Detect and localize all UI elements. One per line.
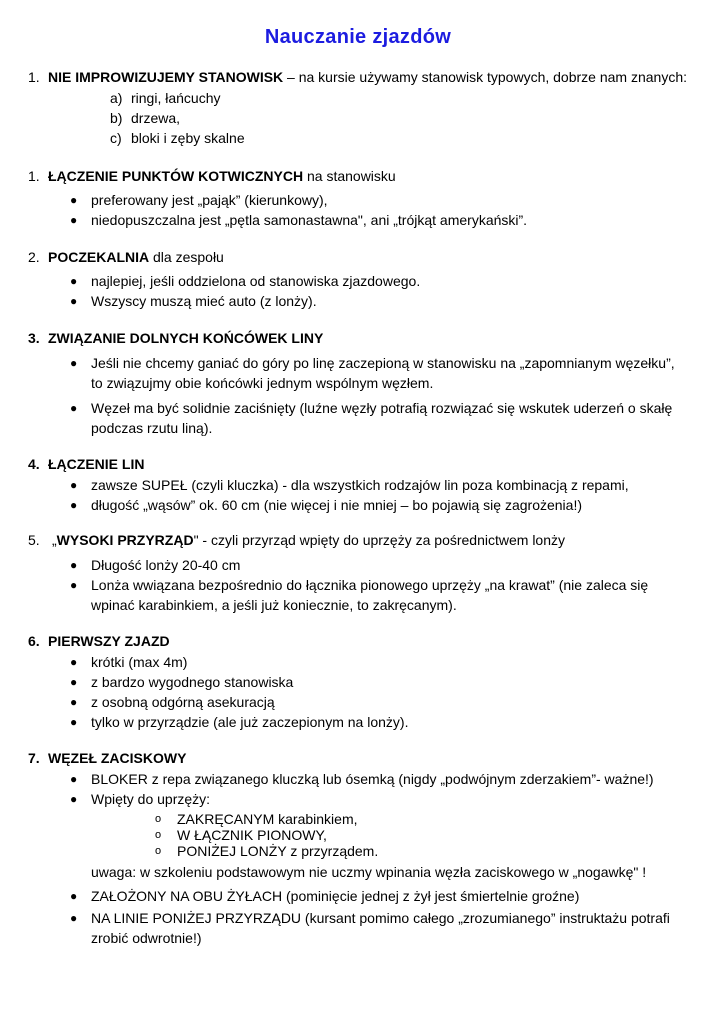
bullet-list (28, 555, 688, 615)
list-item: ● Wszyscy muszą mieć auto (z lonży). (70, 293, 317, 309)
section-heading: 1. ŁĄCZENIE PUNKTÓW KOTWICZNYCH na stanowisku (28, 168, 396, 184)
bullet-icon: ● (70, 889, 78, 903)
bullet-icon: ● (70, 401, 78, 415)
section-heading: 4. ŁĄCZENIE LIN (28, 456, 145, 472)
heading-rest: – na kursie używamy stanowisk typowych, dobrze nam znanych: (283, 69, 688, 85)
bullet-icon: ● (70, 695, 78, 709)
list-item: ● zawsze SUPEŁ (czyli kluczka) - dla wszystkich rodzajów lin poza kombinacją z repami, (70, 477, 629, 493)
bullet-icon: ● (70, 655, 78, 669)
circle-bullet-icon: o (155, 845, 162, 857)
section-wezel-zaciskowy (28, 748, 688, 948)
bullet-list (28, 886, 688, 948)
circle-bullet-icon: o (155, 829, 162, 841)
bullet-icon: ● (70, 578, 78, 592)
section-heading: 3. ZWIĄZANIE DOLNYCH KOŃCÓWEK LINY (28, 330, 324, 346)
list-item: ● krótki (max 4m) (70, 654, 188, 670)
list-item: ● preferowany jest „pająk” (kierunkowy), (70, 192, 328, 208)
list-item: o W ŁĄCZNIK PIONOWY, (155, 827, 327, 843)
section-number: 1. (28, 69, 40, 85)
list-item: ● Długość lonży 20-40 cm (70, 557, 241, 573)
page-title: Nauczanie zjazdów (264, 26, 452, 48)
list-item: ● BLOKER z repa związanego kluczką lub ósemką (nigdy „podwójnym zderzakiem”- ważne!) (70, 771, 654, 787)
list-item: ● tylko w przyrządzie (ale już zaczepionym na lonży). (70, 714, 409, 730)
bullet-icon: ● (70, 213, 78, 227)
bullet-icon: ● (70, 498, 78, 512)
section-heading: 2. POCZEKALNIA dla zespołu (28, 249, 224, 265)
bullet-icon: ● (70, 911, 78, 925)
bullet-icon: ● (70, 193, 78, 207)
list-item: ● z bardzo wygodnego stanowiska (70, 674, 294, 690)
bullet-list (28, 652, 688, 732)
bullet-list (28, 475, 688, 515)
section-laczenie-lin (28, 454, 688, 515)
list-item: ● Węzeł ma być solidnie zaciśnięty (luźne węzły potrafią rozwiązać się wskutek uderzeń o skałę podczas rzutu liną). (70, 400, 673, 436)
list-item: ● Jeśli nie chcemy ganiać do góry po linę zaczepioną w stanowisku na „zapomnianym węzełku”, to związujmy obie końcówki jednym wspólnym węzłem. (70, 355, 675, 391)
heading-bold: NIE IMPROWIZUJEMY STANOWISK (48, 69, 284, 85)
bullet-icon: ● (70, 675, 78, 689)
lettered-list (28, 88, 688, 148)
list-item: ● Wpięty do uprzęży: (70, 791, 211, 807)
list-item: o ZAKRĘCANYM karabinkiem, (155, 811, 358, 827)
section-heading: 6. PIERWSZY ZJAZD (28, 633, 170, 649)
list-item: b) drzewa, (110, 110, 181, 126)
bullet-icon: ● (70, 356, 78, 370)
section-wysoki-przyrzad (28, 530, 688, 615)
section-poczekalnia (28, 247, 688, 311)
circle-bullet-icon: o (155, 813, 162, 825)
section-heading: 5. „WYSOKI PRZYRZĄD" - czyli przyrząd wpięty do uprzęży za pośrednictwem lonży (28, 532, 565, 548)
bullet-icon: ● (70, 792, 78, 806)
bullet-icon: ● (70, 772, 78, 786)
section-zwiazanie-koncowek (28, 328, 688, 438)
list-item: o PONIŻEJ LONŻY z przyrządem. (155, 843, 379, 859)
list-item: a) ringi, łańcuchy (110, 90, 221, 106)
note-text: uwaga: w szkoleniu podstawowym nie uczmy wpinania węzła zaciskowego w „nogawkę" ! (91, 864, 647, 880)
list-item: ● NA LINIE PONIŻEJ PRZYRZĄDU (kursant pomimo całego „zrozumianego” instruktażu potrafi zrobić odwrotnie!) (70, 910, 670, 946)
list-item: c) bloki i zęby skalne (110, 130, 245, 146)
bullet-list (28, 353, 688, 438)
list-item: ● z osobną odgórną asekuracją (70, 694, 275, 710)
bullet-icon: ● (70, 715, 78, 729)
section-heading: 7. WĘZEŁ ZACISKOWY (28, 750, 187, 766)
list-item: ● najlepiej, jeśli oddzielona od stanowiska zjazdowego. (70, 273, 421, 289)
section-laczenie-punktow (28, 166, 688, 230)
bullet-list (28, 271, 688, 311)
section-stanowiska (28, 67, 688, 148)
list-item: ● niedopuszczalna jest „pętla samonastawna", ani „trójkąt amerykański”. (70, 212, 528, 228)
sub-list (28, 811, 688, 859)
list-item: ● Lonża wwiązana bezpośrednio do łącznika pionowego uprzęży „na krawat” (nie zaleca się wpinać karabinkiem, a jeśli już koniecznie, to zakręcanym). (70, 577, 649, 613)
bullet-icon: ● (70, 558, 78, 572)
list-item: ● ZAŁOŻONY NA OBU ŻYŁACH (pominięcie jednej z żył jest śmiertelnie groźne) (70, 888, 580, 904)
section-pierwszy-zjazd (28, 631, 688, 732)
bullet-icon: ● (70, 478, 78, 492)
bullet-icon: ● (70, 274, 78, 288)
section-heading (28, 67, 688, 88)
bullet-list (28, 769, 688, 809)
bullet-icon: ● (70, 294, 78, 308)
bullet-list (28, 190, 688, 230)
list-item: ● długość „wąsów” ok. 60 cm (nie więcej i nie mniej – bo pojawią się zagrożenia!) (70, 497, 583, 513)
